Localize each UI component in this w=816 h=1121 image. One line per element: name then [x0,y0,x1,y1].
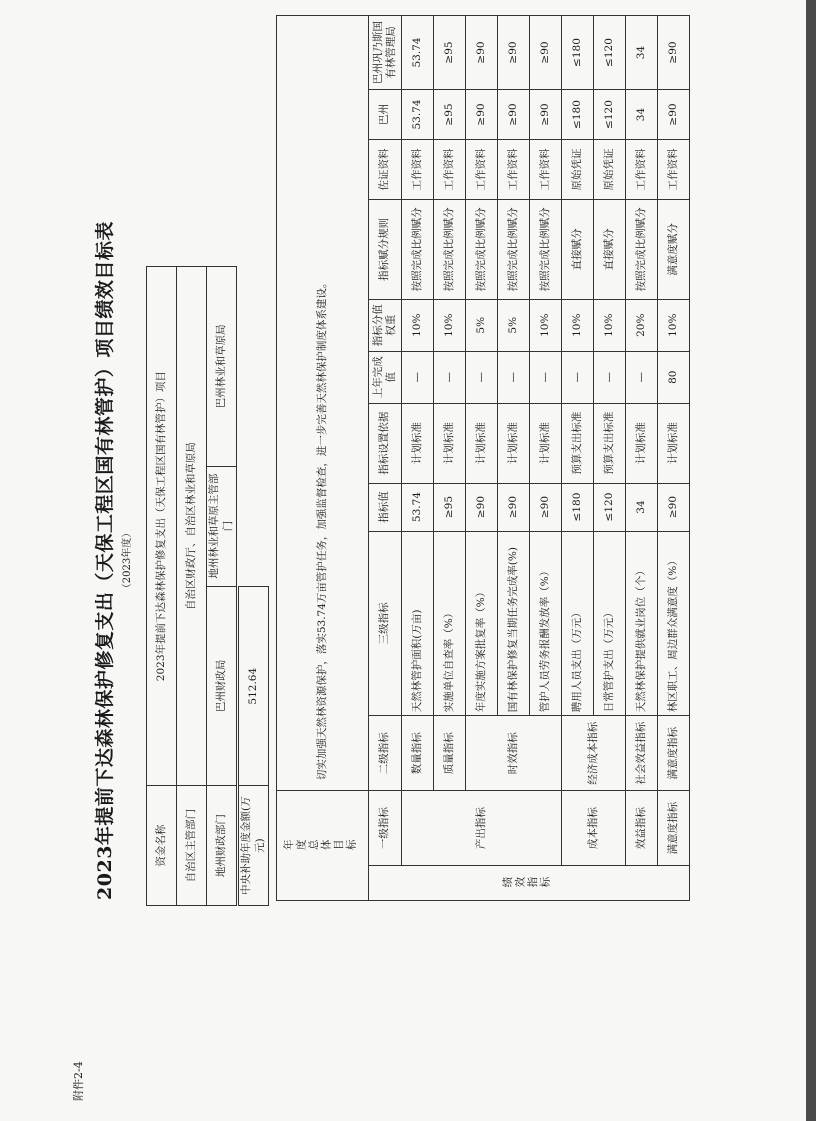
row-indicator: 聘用人员支出（万元） [562,531,594,716]
document-title: 2023年提前下达森林保护修复支出（天保工程区国有林管护）项目绩效目标表 [94,221,116,900]
row-bureau: ≥90 [466,16,498,90]
header-level3: 三级指标 [369,531,402,716]
row-basis: 计划标准 [530,403,562,483]
row-weight: 20% [626,299,658,351]
row-bazhou: 34 [626,90,658,140]
row-value: ≥90 [658,483,690,531]
perf-label: 绩效指标 [369,866,690,901]
fund-name-value: 2023年提前下达森林保护修复支出（天保工程区国有林管护）项目 [147,267,177,786]
row-indicator: 天然林管护面积(万亩) [402,531,434,716]
row-scoring: 直接赋分 [594,199,626,299]
header-last-year: 上年完成值 [369,351,402,403]
info-table [146,266,237,906]
row-scoring: 满意度赋分 [658,199,690,299]
row-indicator: 实施单位自查率（%） [434,531,466,716]
goal-label: 年度总体目标 [277,791,369,901]
row-basis: 计划标准 [434,403,466,483]
row-indicator: 国有林保护修复当期任务完成率(%) [498,531,530,716]
row-indicator: 天然林保护提供就业岗位（个） [626,531,658,716]
level2-satisfaction: 满意度指标 [658,716,690,791]
row-scoring: 按照完成比例赋分 [434,199,466,299]
row-bureau: ≥95 [434,16,466,90]
row-bazhou: ≤120 [594,90,626,140]
row-bazhou: ≥95 [434,90,466,140]
row-weight: 10% [530,299,562,351]
row-basis: 计划标准 [626,403,658,483]
row-last-year: — [434,351,466,403]
header-scoring: 指标赋分规则 [369,199,402,299]
row-indicator: 管护人员劳务报酬发放率（%） [530,531,562,716]
row-bureau: ≤180 [562,16,594,90]
row-evidence: 工作资料 [658,140,690,200]
header-level1: 一级指标 [369,791,402,866]
prefecture-finance-value: 巴州财政局 [207,586,237,786]
row-bureau: ≥90 [658,16,690,90]
header-value: 指标值 [369,483,402,531]
level2-quality: 质量指标 [434,716,466,791]
row-last-year: — [402,351,434,403]
row-value: ≥90 [530,483,562,531]
document-subtitle: （2023年度） [122,527,133,594]
subsidy-value: 512.64 [239,587,269,786]
row-evidence: 工作资料 [466,140,498,200]
row-scoring: 直接赋分 [562,199,594,299]
row-scoring: 按照完成比例赋分 [626,199,658,299]
performance-table [276,15,690,901]
header-level2: 二级指标 [369,716,402,791]
level2-social-benefit: 社会效益指标 [626,716,658,791]
subsidy-table [238,586,269,906]
row-scoring: 按照完成比例赋分 [402,199,434,299]
row-bureau: ≥90 [530,16,562,90]
row-weight: 10% [434,299,466,351]
row-value: ≥90 [466,483,498,531]
row-bazhou: 53.74 [402,90,434,140]
row-bazhou: ≥90 [658,90,690,140]
prefecture-dept-value: 巴州林业和草原局 [207,267,237,467]
prefecture-dept-label: 地州林业和草原主管部门 [207,466,237,586]
header-basis: 指标设置依据 [369,403,402,483]
header-bureau: 巴州巩乃斯国有林管理局 [369,16,402,90]
row-evidence: 原始凭证 [562,140,594,200]
row-evidence: 工作资料 [626,140,658,200]
level1-output: 产出指标 [402,791,562,866]
row-bureau: ≤120 [594,16,626,90]
level1-benefit: 效益指标 [626,791,658,866]
fund-name-label: 资金名称 [147,786,177,906]
row-last-year: — [594,351,626,403]
region-dept-label: 自治区主管部门 [177,786,207,906]
goal-value: 切实加强天然林资源保护，落实53.74万亩管护任务，加强监督检查，进一步完善天然林保护制度体系建设。 [277,16,369,791]
row-value: ≥90 [498,483,530,531]
row-bureau: ≥90 [498,16,530,90]
row-scoring: 按照完成比例赋分 [466,199,498,299]
row-bazhou: ≥90 [530,90,562,140]
row-basis: 计划标准 [402,403,434,483]
row-last-year: — [466,351,498,403]
row-weight: 10% [594,299,626,351]
row-last-year: — [626,351,658,403]
row-value: 34 [626,483,658,531]
row-value: ≤120 [594,483,626,531]
level2-quantity: 数量指标 [402,716,434,791]
row-evidence: 工作资料 [530,140,562,200]
row-last-year: — [562,351,594,403]
attachment-label: 附件2-4 [72,1061,85,1101]
row-basis: 计划标准 [498,403,530,483]
row-value: ≤180 [562,483,594,531]
row-evidence: 工作资料 [402,140,434,200]
level1-cost: 成本指标 [562,791,626,866]
row-bazhou: ≤180 [562,90,594,140]
row-basis: 计划标准 [466,403,498,483]
row-indicator: 日常管护支出（万元） [594,531,626,716]
row-last-year: — [530,351,562,403]
row-weight: 10% [402,299,434,351]
header-weight: 指标分值权重 [369,299,402,351]
row-scoring: 按照完成比例赋分 [530,199,562,299]
row-bazhou: ≥90 [498,90,530,140]
row-basis: 预算支出标准 [562,403,594,483]
region-dept-value: 自治区财政厅、自治区林业和草原局 [177,267,207,786]
row-weight: 5% [498,299,530,351]
row-weight: 10% [658,299,690,351]
row-scoring: 按照完成比例赋分 [498,199,530,299]
row-last-year: 80 [658,351,690,403]
row-value: ≥95 [434,483,466,531]
row-bureau: 34 [626,16,658,90]
row-weight: 5% [466,299,498,351]
row-value: 53.74 [402,483,434,531]
row-bazhou: ≥90 [466,90,498,140]
row-bureau: 53.74 [402,16,434,90]
header-bazhou: 巴州 [369,90,402,140]
level2-economic-cost: 经济成本指标 [562,716,626,791]
row-last-year: — [498,351,530,403]
header-evidence: 佐证资料 [369,140,402,200]
row-indicator: 年度实施方案批复率（%） [466,531,498,716]
row-evidence: 原始凭证 [594,140,626,200]
row-evidence: 工作资料 [434,140,466,200]
row-basis: 计划标准 [658,403,690,483]
prefecture-finance-label: 地州财政部门 [207,786,237,906]
row-evidence: 工作资料 [498,140,530,200]
row-indicator: 林区职工、周边群众满意度（%） [658,531,690,716]
subsidy-label: 中央补助年度金额(万元) [239,786,269,906]
row-weight: 10% [562,299,594,351]
row-basis: 预算支出标准 [594,403,626,483]
level1-satisfaction: 满意度指标 [658,791,690,866]
level2-timeliness: 时效指标 [466,716,562,791]
